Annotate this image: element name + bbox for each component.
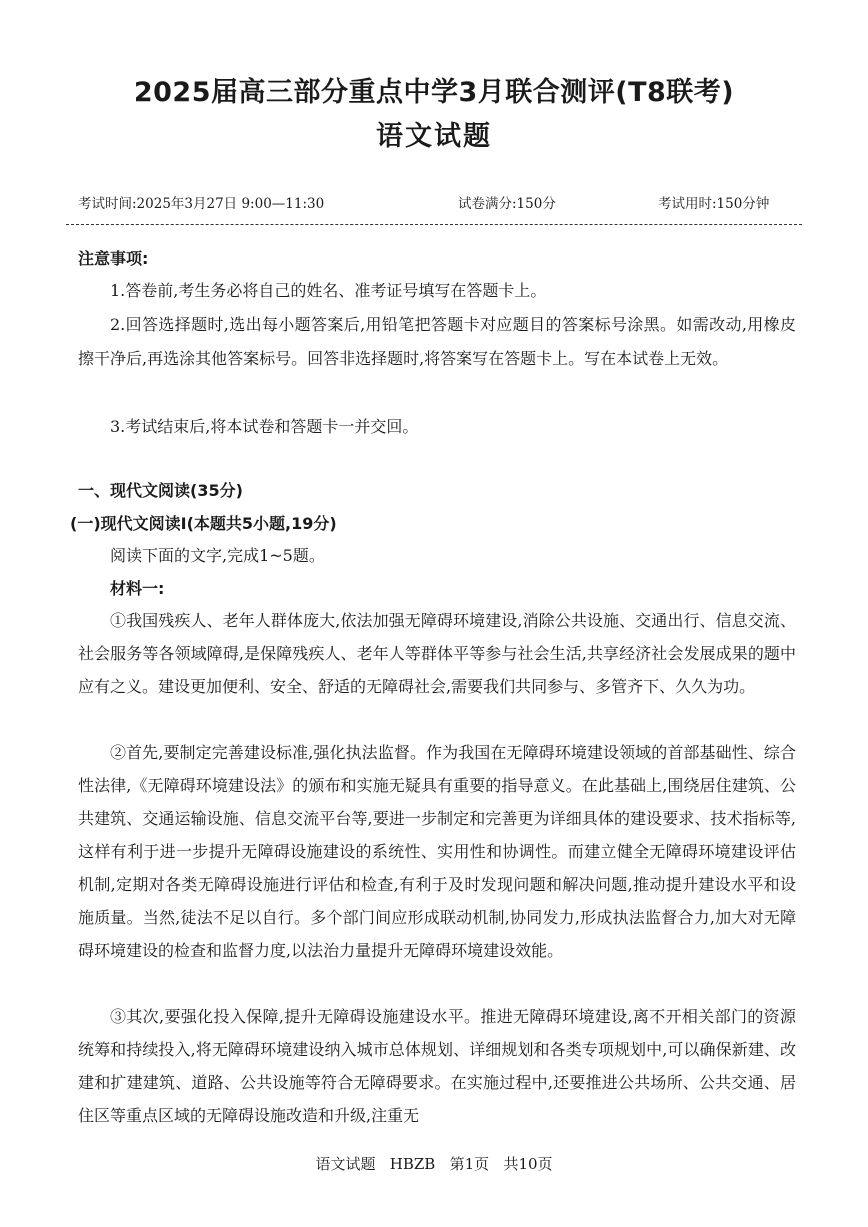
exam-title: 2025届高三部分重点中学3月联合测评(T8联考) (133, 77, 735, 108)
section-title: 一、现代文阅读(35分) (78, 481, 243, 500)
material-paragraph: ③其次,要强化投入保障,提升无障碍设施建设水平。推进无障碍环境建设,离不开相关部门的资源统筹和持续投入,将无障碍环境建设纳入城市总体规划、详细规划和各类专项规划中,可以确保新建、改建和扩建建筑、道路、公共设施等符合无障碍要求。在实施过程中,还要推进公共场所、公共交通、居住区等重点区域的无障碍设施改造和升级,注重无 (78, 1007, 796, 1125)
note-item: 2.回答选择题时,选出每小题答案后,用铅笔把答题卡对应题目的答案标号涂黑。如需改动,用橡皮擦干净后,再选涂其他答案标号。回答非选择题时,将答案写在答题卡上。写在本试卷上无效。 (78, 315, 796, 368)
material-paragraph: ①我国残疾人、老年人群体庞大,依法加强无障碍环境建设,消除公共设施、交通出行、信息交流、社会服务等各领域障碍,是保障残疾人、老年人等群体平等参与社会生活,共享经济社会发展成果的题中应有之义。建设更加便利、安全、舒适的无障碍社会,需要我们共同参与、多管齐下、久久为功。 (78, 611, 796, 696)
subsection-title: (一)现代文阅读Ⅰ(本题共5小题,19分) (70, 514, 337, 533)
page-footer: 语文试题 HBZB 第1页 共10页 (315, 1155, 553, 1173)
note-item: 3.考试结束后,将本试卷和答题卡一并交回。 (110, 417, 419, 436)
material-title: 材料一: (110, 579, 165, 598)
header-divider (66, 224, 802, 225)
notes-title: 注意事项: (78, 249, 149, 268)
note-item: 1.答卷前,考生务必将自己的姓名、准考证号填写在答题卡上。 (110, 281, 547, 300)
reading-instruction: 阅读下面的文字,完成1~5题。 (110, 546, 325, 565)
exam-time: 考试时间:2025年3月27日 9:00—11:30 (78, 196, 325, 212)
exam-duration: 考试用时:150分钟 (658, 196, 770, 212)
material-paragraph: ②首先,要制定完善建设标准,强化执法监督。作为我国在无障碍环境建设领域的首部基础性、综合性法律,《无障碍环境建设法》的颁布和实施无疑具有重要的指导意义。在此基础上,围绕居住建筑、公共建筑、交通运输设施、信息交流平台等,要进一步制定和完善更为详细具体的建设要求、技术指标等,这样有利于进一步提升无障碍设施建设的系统性、实用性和协调性。而建立健全无障碍环境建设评估机制,定期对各类无障碍设施进行评估和检查,有利于及时发现问题和解决问题,推动提升建设水平和设施质量。当然,徒法不足以自行。多个部门间应形成联动机制,协同发力,形成执法监督合力,加大对无障碍环境建设的检查和监督力度,以法治力量提升无障碍环境建设效能。 (78, 743, 796, 960)
full-score: 试卷满分:150分 (458, 196, 556, 212)
subject-title: 语文试题 (376, 121, 492, 152)
